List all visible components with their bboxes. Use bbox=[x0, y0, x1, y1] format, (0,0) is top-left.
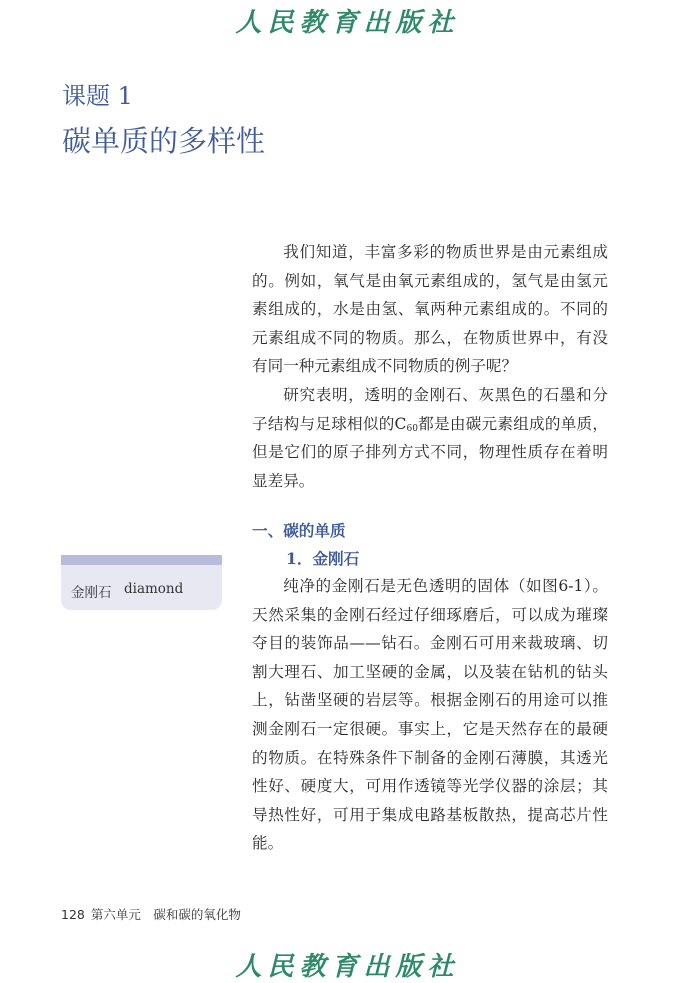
page-footer bbox=[61, 905, 241, 923]
publisher-logo-bottom: 人民教育出版社 bbox=[235, 952, 460, 982]
note-header-bar bbox=[61, 555, 222, 565]
page-number: 128 bbox=[61, 907, 85, 922]
subsection-heading: 1．金刚石 bbox=[286, 549, 360, 568]
note-english: diamond bbox=[124, 581, 184, 597]
vocabulary-note bbox=[61, 555, 222, 610]
intro-paragraph-2 bbox=[252, 381, 608, 495]
lesson-title: 碳单质的多样性 bbox=[62, 124, 266, 158]
publisher-logo-top: 人民教育出版社 bbox=[235, 8, 460, 38]
unit-title: 第六单元 碳和碳的氧化物 bbox=[90, 907, 241, 922]
intro-text bbox=[252, 238, 608, 495]
intro-paragraph-1: 我们知道，丰富多彩的物质世界是由元素组成的。例如，氧气是由氧元素组成的，氢气是由氢元素组成的，水是由氢、氧两种元素组成的。不同的元素组成不同的物质。那么，在物质世界中，有没有同一种元素组成不同物质的例子呢？ bbox=[252, 243, 608, 376]
intro-p2-after: 都是由碳元素组成的单质，但是它们的原子排列方式不同，物理性质存在着明显差异。 bbox=[252, 414, 608, 490]
c60-subscript: 60 bbox=[406, 423, 418, 434]
intro-p2-before: 研究表明，透明的金刚石、灰黑色的石墨和分子结构与足球相似的C bbox=[252, 385, 608, 433]
note-term: 金刚石 bbox=[71, 585, 112, 601]
lesson-number: 课题 1 bbox=[62, 82, 133, 110]
section-heading: 一、碳的单质 bbox=[252, 522, 346, 540]
diamond-paragraph: 纯净的金刚石是无色透明的固体（如图6-1）。天然采集的金刚石经过仔细琢磨后，可以成为璀璨夺目的装饰品——钻石。金刚石可用来裁玻璃、切割大理石、加工坚硬的金属，以及装在钻机的钻头上，钻凿坚硬的岩层等。根据金刚石的用途可以推测金刚石一定很硬。事实上，它是天然存在的最硬的物质。在特殊条件下制备的金刚石薄膜，其透光性好、硬度大，可用作透镜等光学仪器的涂层；其导热性好，可用于集成电路基板散热，提高芯片性能。 bbox=[252, 577, 608, 853]
diamond-text bbox=[252, 572, 608, 858]
